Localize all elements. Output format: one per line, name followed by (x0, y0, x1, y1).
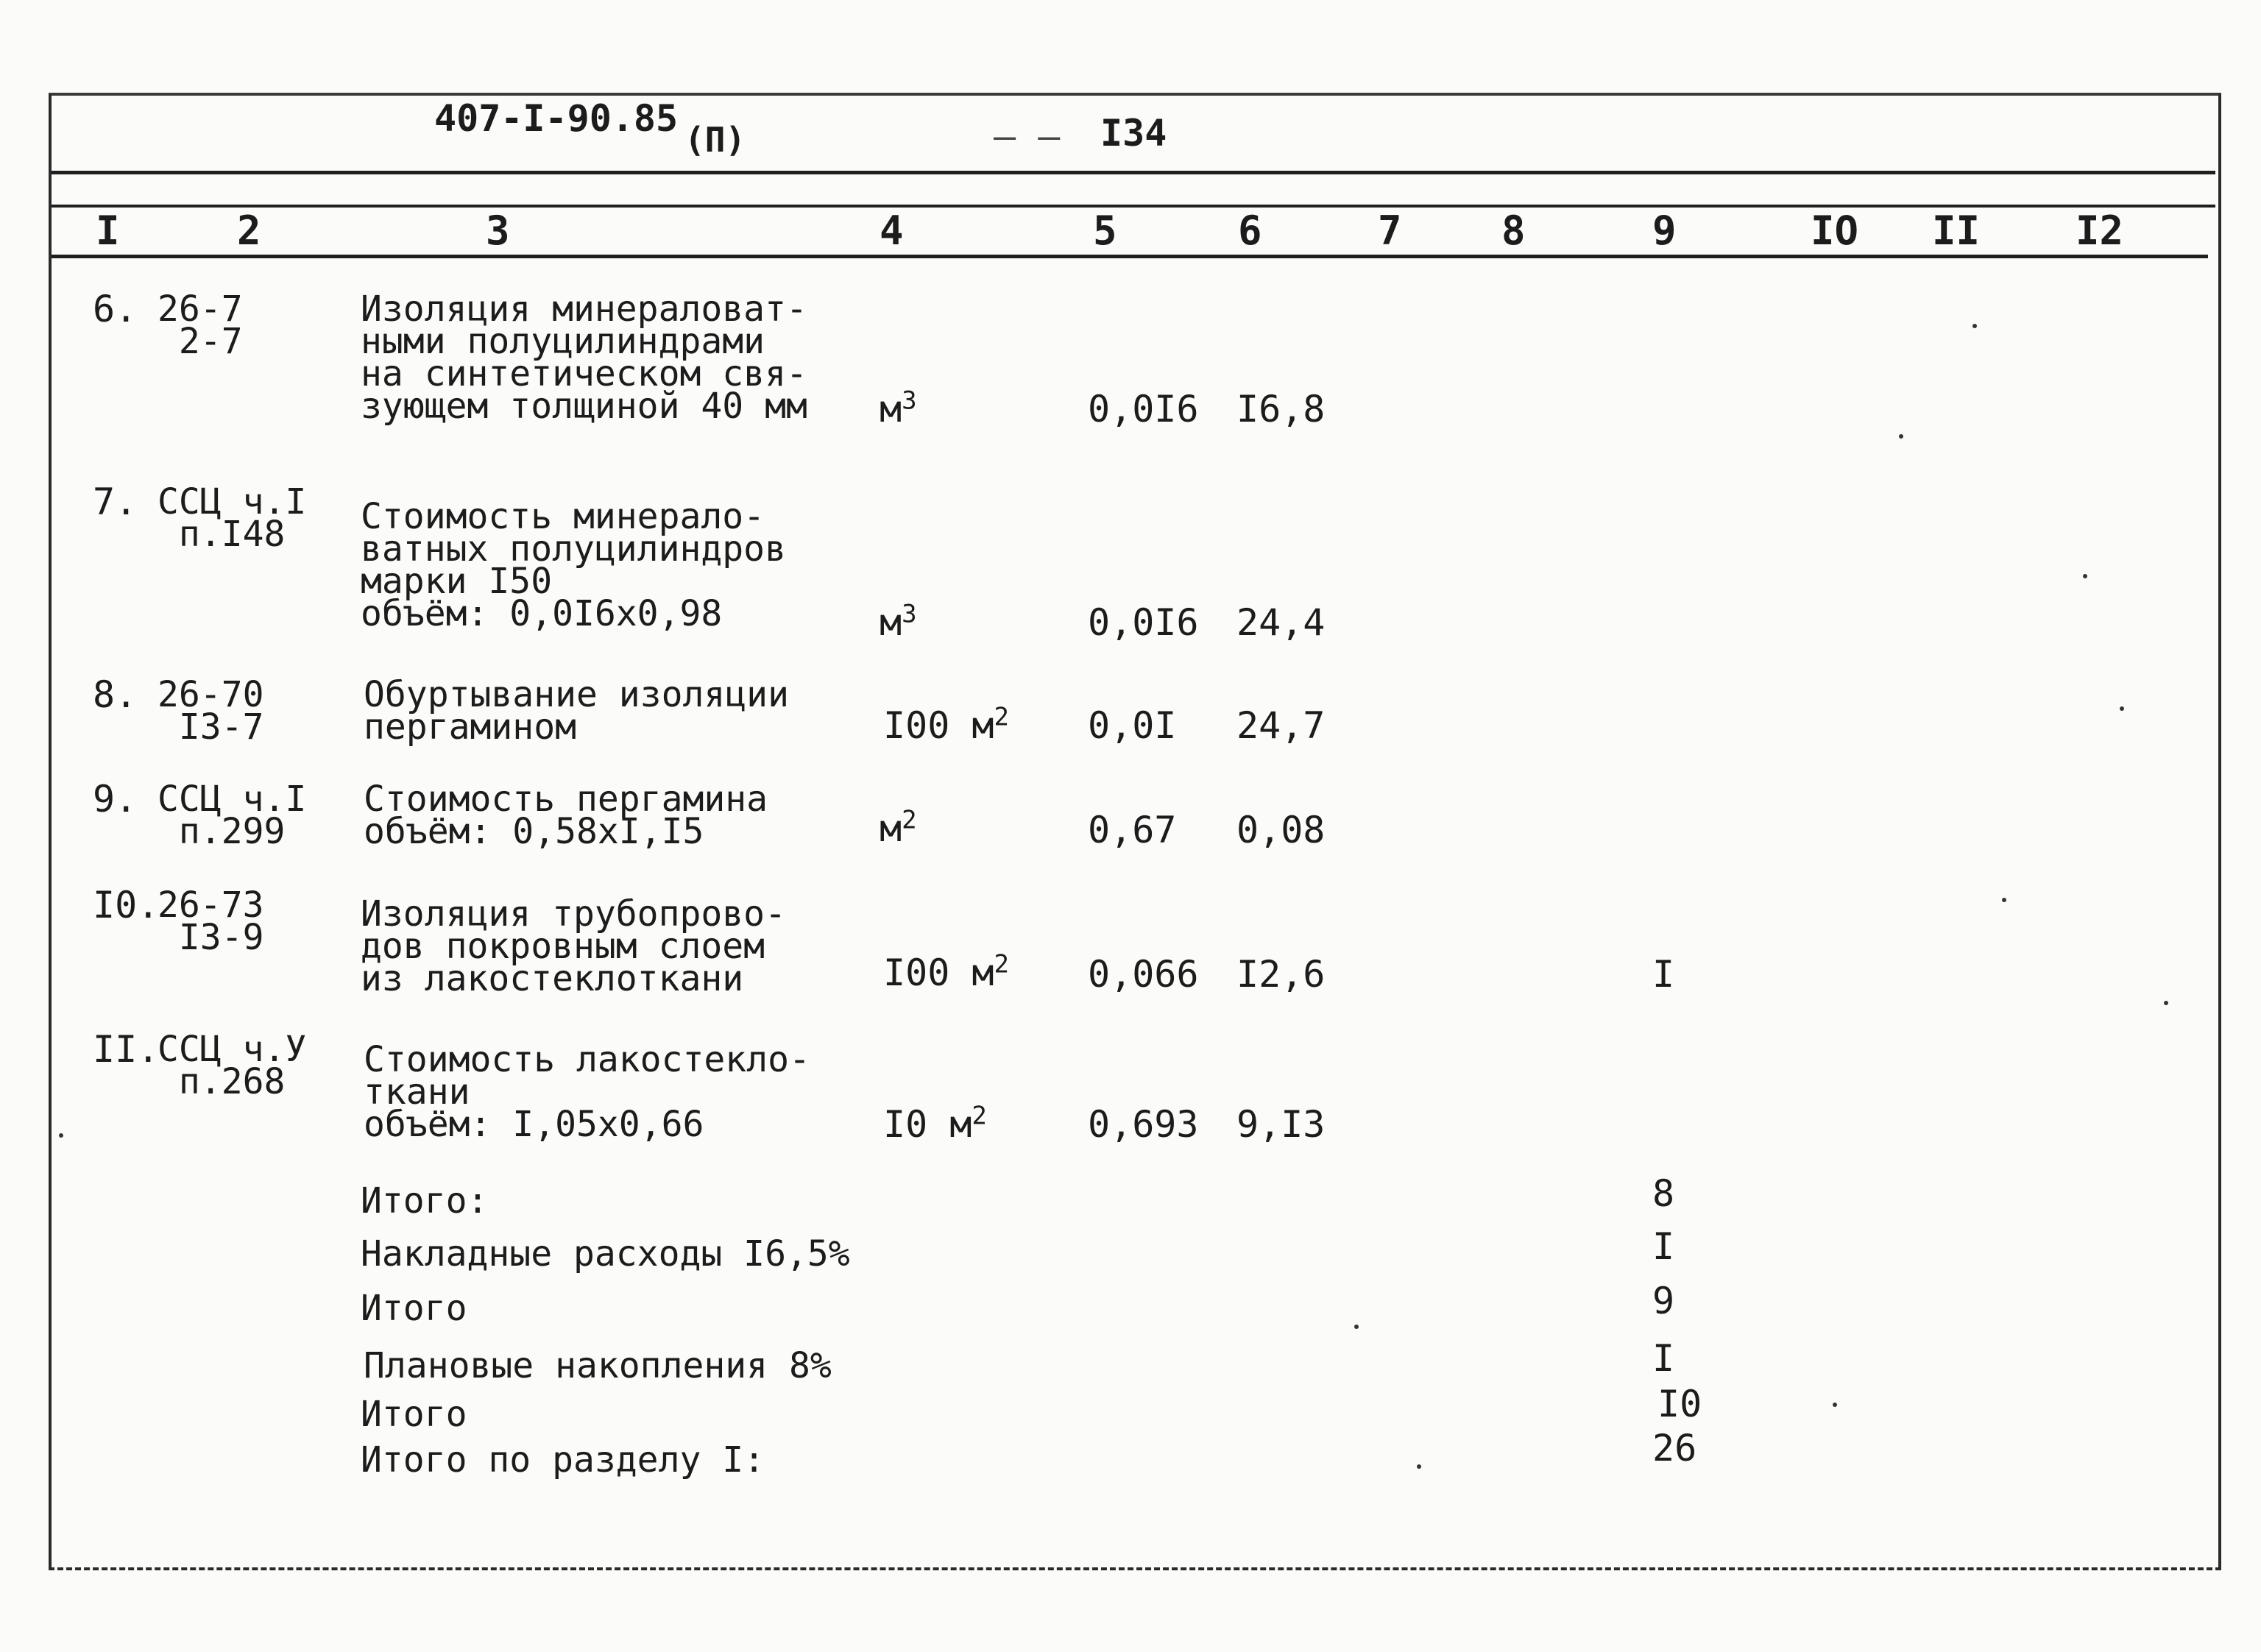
row-description: Изоляция трубопрово- дов покровным слоем из лакостеклоткани (361, 893, 786, 999)
column-header-4: 4 (880, 208, 904, 254)
scan-speck (59, 1133, 63, 1138)
row-price: I2,6 (1236, 953, 1326, 996)
total-value: I (1652, 1225, 1675, 1268)
row-code: 26-73 I3-9 (158, 885, 264, 958)
total-label: Итого: (361, 1180, 489, 1222)
column-header-3: 3 (486, 208, 510, 254)
total-value: I (1652, 1337, 1675, 1380)
document-code: 407-I-90.85 (434, 97, 679, 140)
row-code: 26-7 2-7 (158, 288, 243, 362)
scan-speck (2164, 1001, 2168, 1005)
scan-speck (1354, 1325, 1359, 1329)
row-total: I (1652, 953, 1675, 996)
row-unit: $м^3$ (880, 599, 917, 644)
column-header-2: 2 (237, 208, 261, 254)
column-header-5: 5 (1093, 208, 1117, 254)
column-header-6: 6 (1238, 208, 1262, 254)
column-header-12: I2 (2076, 208, 2124, 254)
row-description: Стоимость пергамина объём: 0,58хI,I5 (364, 779, 768, 852)
row-number: 9. (93, 778, 138, 820)
total-value: 9 (1652, 1280, 1675, 1322)
row-quantity: 0,0I6 (1088, 601, 1199, 644)
row-quantity: 0,0I6 (1088, 388, 1199, 430)
row-unit: I00 $м^2$ (883, 702, 1009, 747)
row-price: 9,I3 (1236, 1103, 1326, 1146)
row-number: I0. (93, 884, 160, 926)
column-header-7: 7 (1378, 208, 1402, 254)
column-header-10: IO (1811, 208, 1859, 254)
column-header-9: 9 (1652, 208, 1677, 254)
header-rule-top (52, 171, 2215, 174)
row-number: 7. (93, 481, 138, 523)
document-suffix: (П) (684, 120, 746, 160)
total-label: Итого по разделу I: (361, 1439, 765, 1481)
column-header-1: I (96, 208, 120, 254)
row-description: Стоимость минерало- ватных полуцилиндров марки I50 объём: 0,0I6х0,98 (361, 496, 786, 634)
total-label: Плановые накопления 8% (364, 1345, 832, 1386)
row-code: 26-70 I3-7 (158, 674, 264, 748)
row-number: 6. (93, 288, 138, 330)
row-code: ССЦ ч.У п.268 (158, 1029, 307, 1102)
scan-speck (1417, 1464, 1421, 1469)
total-label: Итого (361, 1394, 467, 1435)
row-price: 24,7 (1236, 704, 1326, 747)
row-number: 8. (93, 673, 138, 716)
page-dash: — — (994, 115, 1061, 157)
row-description: Стоимость лакостекло- ткани объём: I,05х0,66 (364, 1039, 810, 1145)
row-price: 0,08 (1236, 809, 1326, 851)
row-quantity: 0,066 (1088, 953, 1199, 996)
scan-speck (2002, 898, 2006, 902)
scan-speck (1972, 324, 1977, 328)
total-value: 26 (1652, 1427, 1697, 1470)
total-label: Накладные расходы I6,5% (361, 1233, 850, 1275)
column-header-8: 8 (1501, 208, 1526, 254)
scan-speck (1899, 434, 1903, 439)
column-header-rule (52, 255, 2208, 258)
row-quantity: 0,0I (1088, 704, 1177, 747)
row-price: 24,4 (1236, 601, 1326, 644)
total-value: I0 (1657, 1383, 1702, 1425)
header-rule-second (52, 205, 2215, 208)
row-description: Изоляция минераловат- ными полуцилиндрами на синтетическом свя- зующем толщиной 40 мм (361, 288, 807, 427)
scan-speck (1833, 1403, 1837, 1407)
page-number: I34 (1100, 112, 1167, 155)
row-number: II. (93, 1028, 160, 1071)
scan-speck (2083, 574, 2087, 578)
total-value: 8 (1652, 1172, 1675, 1215)
row-description: Обуртывание изоляции пергамином (364, 674, 789, 748)
row-price: I6,8 (1236, 388, 1326, 430)
row-unit: $м^2$ (880, 805, 917, 850)
row-code: ССЦ ч.I п.299 (158, 779, 307, 852)
row-unit: I0 $м^2$ (883, 1101, 987, 1146)
row-quantity: 0,67 (1088, 809, 1177, 851)
row-code: ССЦ ч.I п.I48 (158, 481, 307, 555)
row-unit: I00 $м^2$ (883, 949, 1009, 994)
total-label: Итого (361, 1288, 467, 1329)
row-unit: $м^3$ (880, 386, 917, 430)
row-quantity: 0,693 (1088, 1103, 1199, 1146)
column-header-11: II (1932, 208, 1981, 254)
scan-speck (2120, 706, 2124, 711)
